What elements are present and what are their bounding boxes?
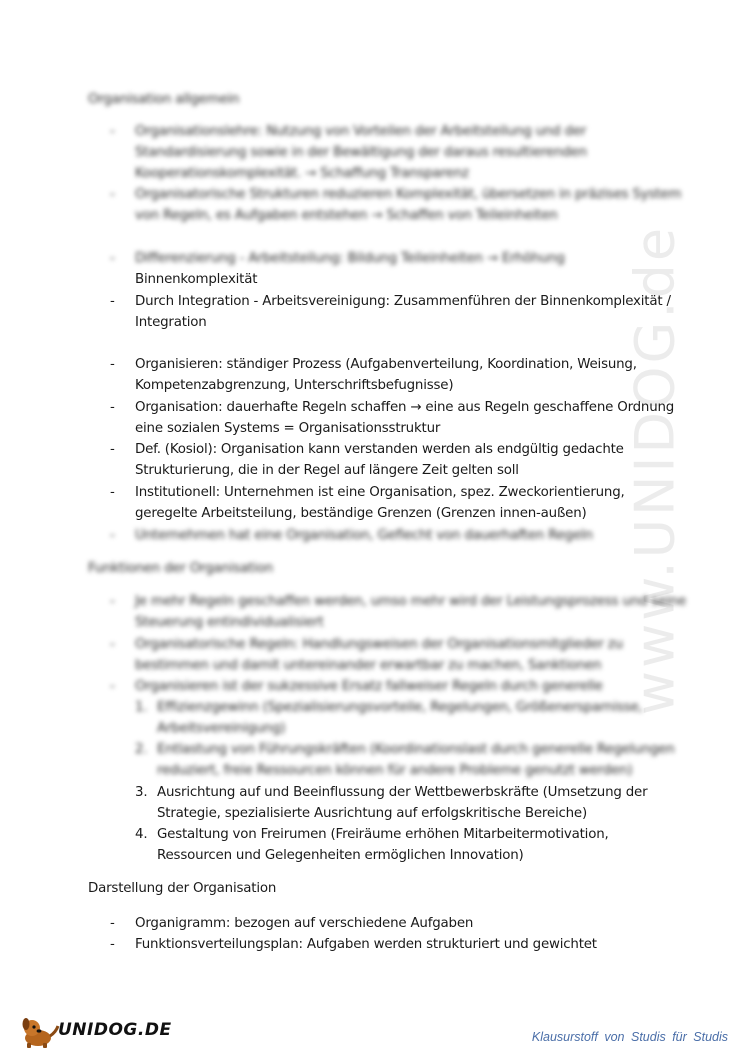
list-item-line: Def. (Kosiol): Organisation kann verstanden werden als endgültig gedachte	[135, 442, 624, 457]
logo-text: UNIDOG.DE	[58, 1020, 172, 1040]
bullet-marker: -	[110, 400, 115, 415]
list-item-line: Integration	[135, 315, 207, 330]
numbered-item-line: Strategie, spezialisierte Ausrichtung auf erfolgskritische Bereiche)	[157, 806, 587, 821]
numbered-item-line: Ausrichtung auf und Beeinflussung der Wettbewerbskräfte (Umsetzung der	[157, 785, 648, 800]
bullet-marker: -	[110, 442, 115, 457]
list-item-line: Organisieren ist der sukzessive Ersatz fallweiser Regeln durch generelle	[135, 679, 603, 694]
bullet-marker: -	[110, 916, 115, 931]
bullet-marker: -	[110, 594, 115, 609]
bullet-marker: -	[110, 357, 115, 372]
unidog-logo[interactable]	[20, 1012, 172, 1050]
numbered-item-line: Entlastung von Führungskräften (Koordinationslast durch generelle Regelungen	[157, 742, 675, 757]
list-item-line: von Regeln, es Aufgaben entstehen → Schaffen von Teileinheiten	[135, 208, 558, 223]
bullet-marker: -	[110, 485, 115, 500]
list-item-line: Funktionsverteilungsplan: Aufgaben werden strukturiert und gewichtet	[135, 937, 597, 952]
numbered-item-line: reduziert, freie Ressourcen können für andere Probleme genutzt werden)	[157, 763, 633, 778]
list-item-line: Steuerung entindividualisiert	[135, 615, 324, 630]
dog-mascot-icon	[20, 1012, 60, 1050]
list-item-line: geregelte Arbeitsteilung, beständige Grenzen (Grenzen innen-außen)	[135, 506, 587, 521]
list-item-line: Je mehr Regeln geschaffen werden, umso mehr wird der Leistungsprozess und seine	[135, 594, 687, 609]
section-heading: Funktionen der Organisation	[88, 561, 273, 576]
watermark: www.UNIDOG.de	[623, 224, 687, 716]
list-item-line: Differenzierung - Arbeitsteilung: Bildung Teileinheiten → Erhöhung	[135, 251, 565, 266]
number-marker: 2.	[135, 742, 148, 757]
list-item-line: Unternehmen hat eine Organisation, Geflecht von dauerhaften Regeln	[135, 528, 593, 543]
list-item-line: Organigramm: bezogen auf verschiedene Aufgaben	[135, 916, 474, 931]
bullet-marker: -	[110, 528, 115, 543]
list-item-line: Organisatorische Regeln: Handlungsweisen der Organisationsmitglieder zu	[135, 637, 623, 652]
bullet-marker: -	[110, 124, 115, 139]
list-item-line: Strukturierung, die in der Regel auf längere Zeit gelten soll	[135, 463, 519, 478]
section-heading: Darstellung der Organisation	[88, 881, 277, 896]
bullet-marker: -	[110, 251, 115, 266]
bullet-marker: -	[110, 937, 115, 952]
numbered-item-line: Gestaltung von Freirumen (Freiräume erhöhen Mitarbeitermotivation,	[157, 827, 609, 842]
list-item-line: Institutionell: Unternehmen ist eine Organisation, spez. Zweckorientierung,	[135, 485, 625, 500]
section-heading: Organisation allgemein	[88, 92, 240, 107]
numbered-item-line: Arbeitsvereinigung)	[157, 721, 286, 736]
bullet-marker: -	[110, 679, 115, 694]
bullet-marker: -	[110, 294, 115, 309]
number-marker: 4.	[135, 827, 148, 842]
list-item-line: Organisation: dauerhafte Regeln schaffen → eine aus Regeln geschaffene Ordnung	[135, 400, 675, 415]
list-item-line: Standardisierung sowie in der Bewältigung der daraus resultierenden	[135, 145, 587, 160]
numbered-item-line: Ressourcen und Gelegenheiten ermöglichen Innovation)	[157, 848, 524, 863]
list-item-line: Kooperationskomplexität. → Schaffung Transparenz	[135, 166, 469, 181]
bullet-marker: -	[110, 187, 115, 202]
footer-tagline: Klausurstoff von Studis für Studis	[531, 1030, 728, 1044]
list-item-line: bestimmen und damit untereinander erwartbar zu machen, Sanktionen	[135, 658, 602, 673]
list-item-line: Durch Integration - Arbeitsvereinigung: Zusammenführen der Binnenkomplexität /	[135, 294, 671, 309]
list-item-line: Binnenkomplexität	[135, 272, 258, 287]
number-marker: 1.	[135, 700, 148, 715]
list-item-line: Organisationslehre: Nutzung von Vorteilen der Arbeitsteilung und der	[135, 124, 587, 139]
list-item-line: Kompetenzabgrenzung, Unterschriftsbefugnisse)	[135, 378, 454, 393]
list-item-line: Organisatorische Strukturen reduzieren Komplexität, übersetzen in präzises System	[135, 187, 682, 202]
bullet-marker: -	[110, 637, 115, 652]
numbered-item-line: Effizienzgewinn (Spezialisierungsvorteile, Regelungen, Größenersparnisse,	[157, 700, 643, 715]
list-item-line: eine sozialen Systems = Organisationsstruktur	[135, 421, 441, 436]
list-item-line: Organisieren: ständiger Prozess (Aufgabenverteilung, Koordination, Weisung,	[135, 357, 637, 372]
number-marker: 3.	[135, 785, 148, 800]
